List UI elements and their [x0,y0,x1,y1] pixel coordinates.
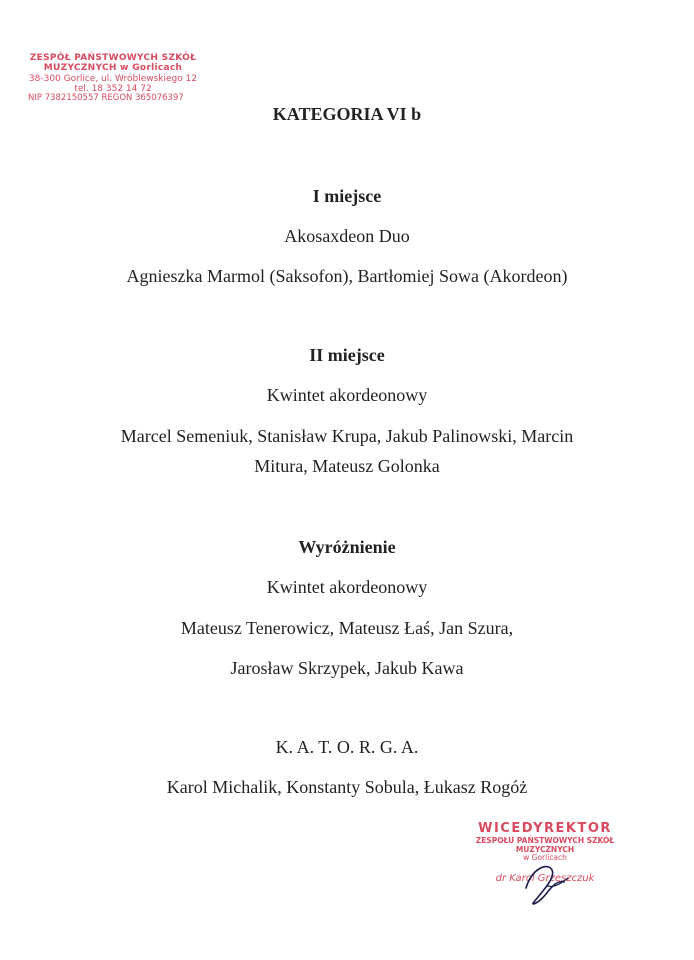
distinction-members-line-2: Jarosław Skrzypek, Jakub Kawa [230,658,464,678]
stamp-line-5: NIP 7382150557 REGON 365076397 [28,93,184,104]
distinction-heading: Wyróżnienie [298,537,396,557]
stamp-line-2: MUZYCZNYCH w Gorlicach [43,63,183,74]
vice-director-city: w Gorlicach [523,853,567,863]
stamp-line-1: ZESPÓŁ PAŃSTWOWYCH SZKÓŁ [29,53,197,63]
first-place-members: Agnieszka Marmol (Saksofon), Bartłomiej Sowa (Akordeon) [126,266,568,286]
katorga-members: Karol Michalik, Konstanty Sobula, Łukasz Rogóż [166,777,528,797]
category-title: KATEGORIA VI b [272,104,422,124]
vice-director-title: WICEDYREKTOR [478,821,612,836]
distinction-ensemble: Kwintet akordeonowy [266,577,428,597]
vice-director-org: ZESPOŁU PAŃSTWOWYCH SZKÓŁ MUZYCZNYCH [475,835,615,854]
first-place-heading: I miejsce [312,186,382,206]
katorga-ensemble: K. A. T. O. R. G. A. [275,737,419,757]
handwritten-signature [518,858,578,908]
vice-director-name: dr Karol Grzeszczuk [495,872,595,884]
first-place-ensemble: Akosaxdeon Duo [284,226,410,246]
second-place-ensemble: Kwintet akordeonowy [266,385,428,405]
stamp-line-3: 38-300 Gorlice, ul. Wróblewskiego 12 [28,73,198,84]
school-stamp [28,53,198,104]
second-place-heading: II miejsce [309,345,385,365]
stamp-line-4: tel. 18 352 14 72 [74,84,152,95]
second-place-members-line-1: Marcel Semeniuk, Stanisław Krupa, Jakub Palinowski, Marcin [120,426,574,446]
distinction-members-line-1: Mateusz Tenerowicz, Mateusz Łaś, Jan Szura, [180,618,514,638]
second-place-members-line-2: Mitura, Mateusz Golonka [254,456,440,476]
